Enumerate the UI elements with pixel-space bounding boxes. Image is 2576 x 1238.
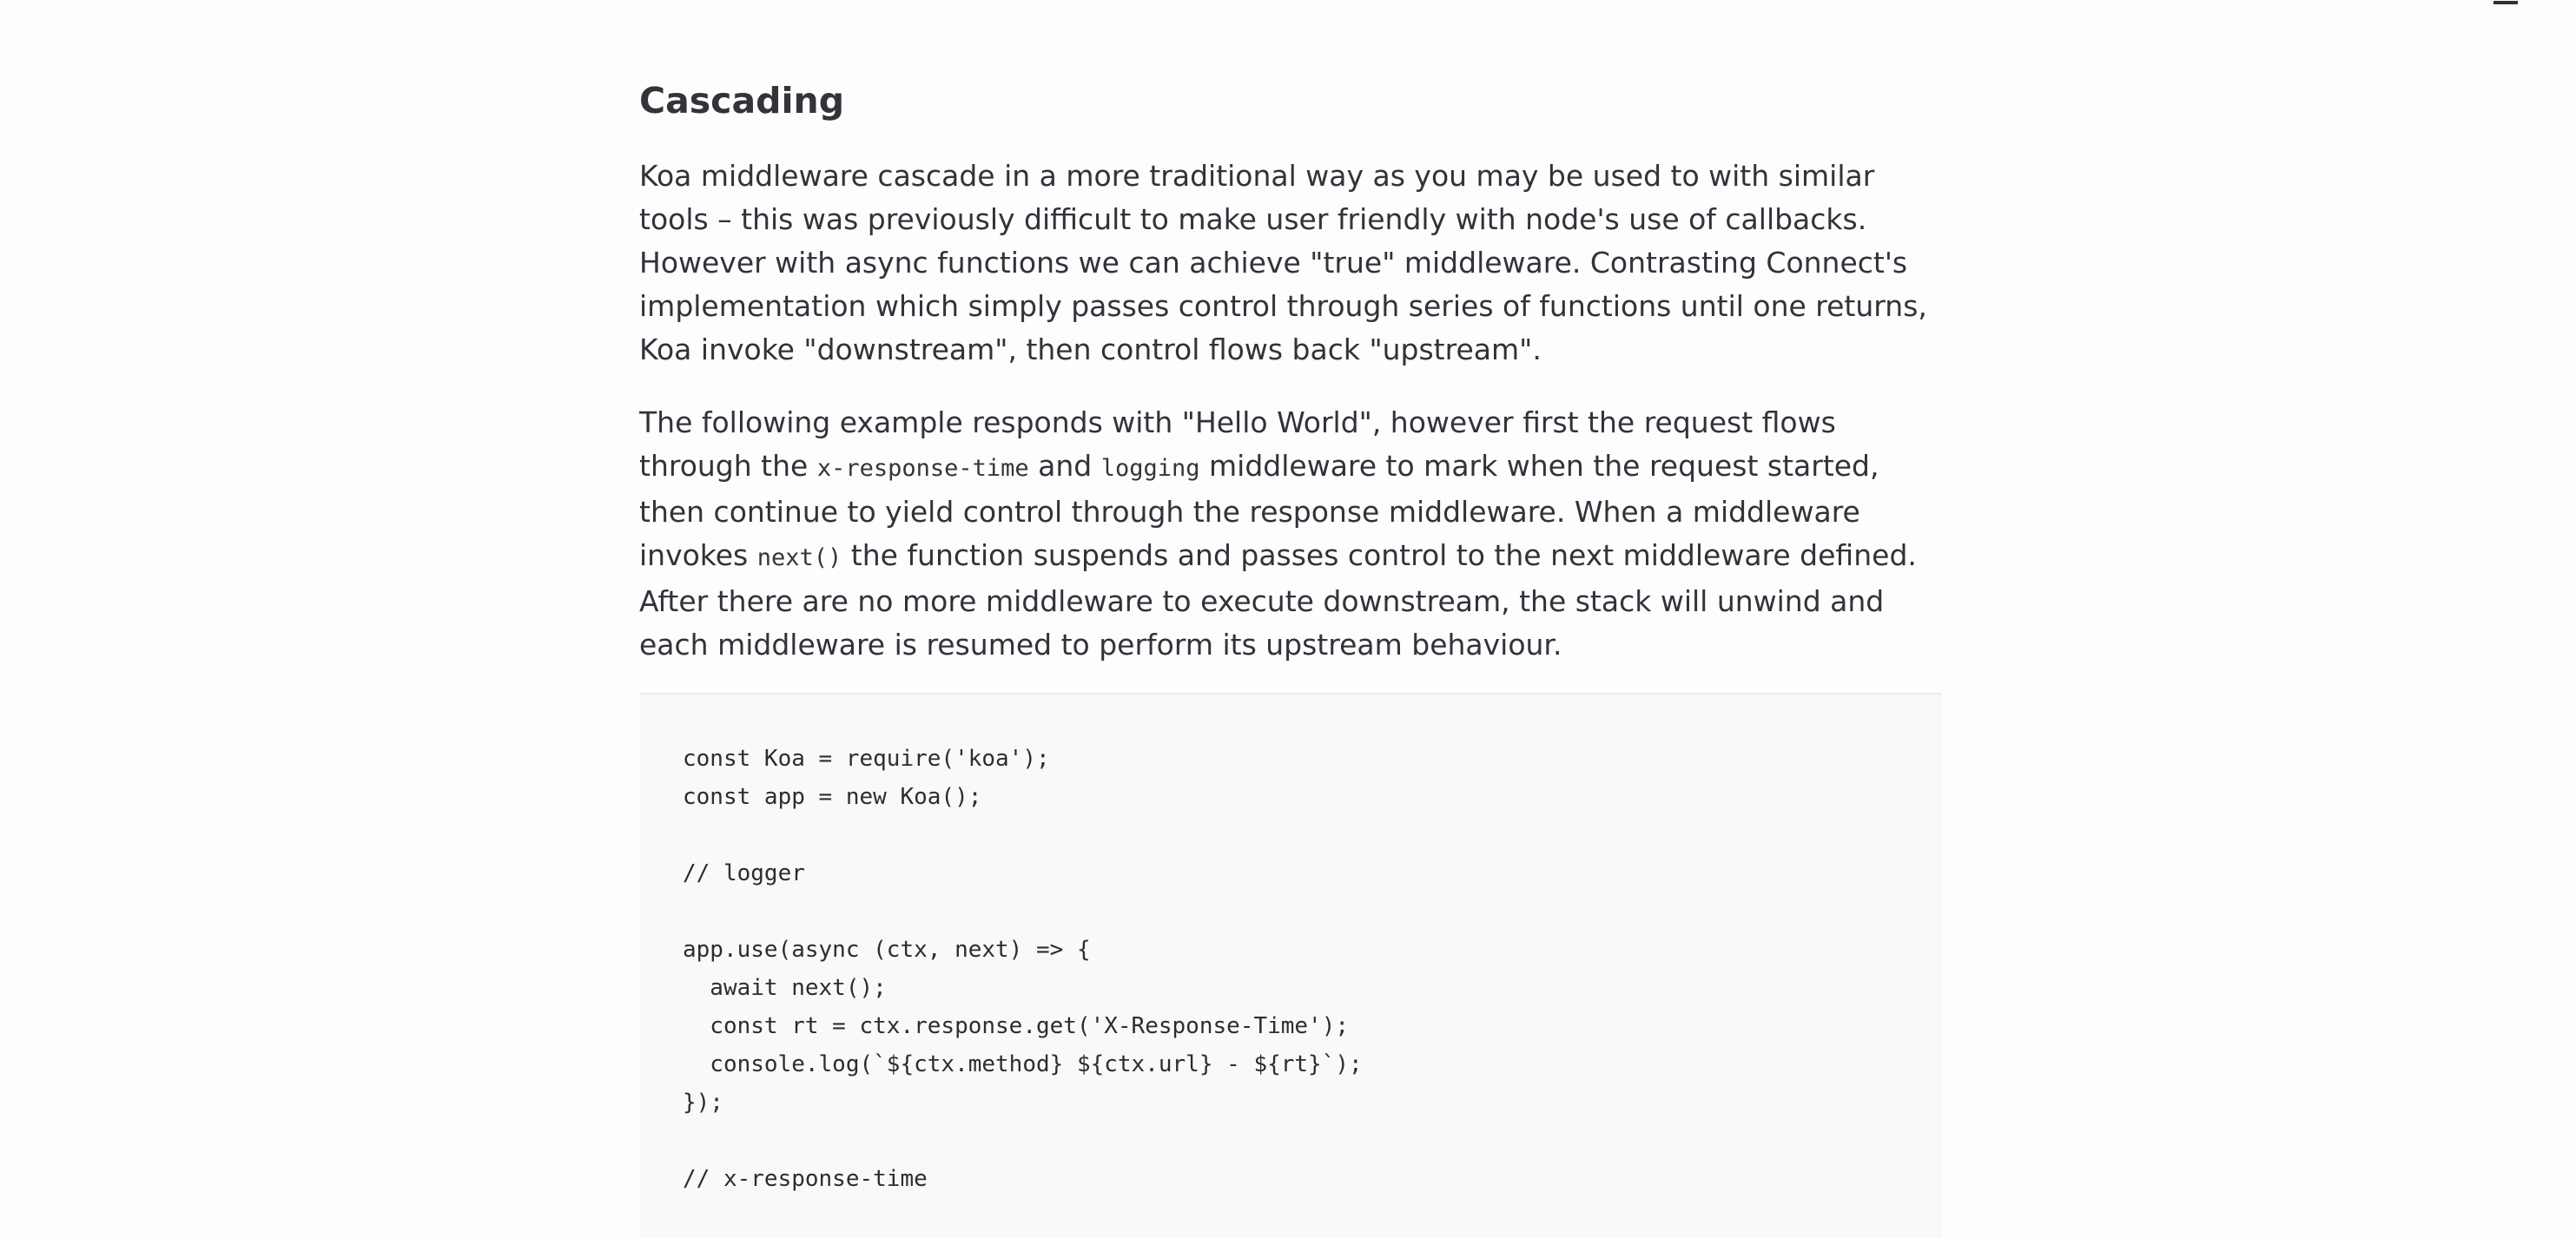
code-block [639, 695, 1942, 1238]
code-line [683, 892, 1363, 931]
paragraph-line: However with async functions we can achieve "true" middleware. Contrasting Connect's [639, 246, 1908, 280]
text-fragment: the function suspends and passes control to the next middleware defined. [842, 538, 1917, 572]
paragraph-line: After there are no more middleware to execute downstream, the stack will unwind and [639, 584, 1885, 618]
code-line [683, 1122, 1363, 1160]
paragraph-line: Koa invoke "downstream", then control flows back "upstream". [639, 333, 1542, 366]
paragraph-line: The following example responds with "Hello World", however first the request flows [639, 405, 1836, 439]
paragraph-line [639, 534, 1942, 580]
text-fragment: invokes [639, 538, 757, 572]
code-line: }); [683, 1090, 723, 1116]
paragraph-cascading-intro [639, 155, 1942, 372]
code-line: console.log(`${ctx.method} ${ctx.url} - ${rt}`); [683, 1051, 1363, 1077]
code-listing [683, 740, 1363, 1198]
menu-bar [2493, 1, 2518, 4]
code-line: app.use(async (ctx, next) => { [683, 937, 1091, 963]
code-line [683, 816, 1363, 854]
inline-code-x-response-time: x-response-time [816, 455, 1029, 482]
paragraph-line: Koa middleware cascade in a more traditional way as you may be used to with similar [639, 159, 1875, 193]
hamburger-menu-icon[interactable] [2491, 0, 2520, 12]
paragraph-line: each middleware is resumed to perform its upstream behaviour. [639, 628, 1562, 662]
paragraph-line [639, 444, 1942, 491]
paragraph-line: then continue to yield control through the response middleware. When a middleware [639, 495, 1860, 529]
inline-code-next: next() [756, 544, 842, 571]
code-line: const app = new Koa(); [683, 784, 982, 810]
paragraph-example-description [639, 401, 1942, 667]
code-line: const Koa = require('koa'); [683, 746, 1050, 772]
text-fragment: and [1028, 449, 1101, 483]
code-line: const rt = ctx.response.get('X-Response-Time'); [683, 1013, 1350, 1039]
paragraph-line: implementation which simply passes control through series of functions until one returns, [639, 289, 1927, 323]
text-fragment: through the [639, 449, 817, 483]
code-line: await next(); [683, 975, 887, 1001]
section-title: Cascading [639, 80, 845, 122]
paragraph-line: tools – this was previously difficult to make user friendly with node's use of callbacks. [639, 202, 1867, 236]
text-fragment: middleware to mark when the request started, [1199, 449, 1879, 483]
code-line: // x-response-time [683, 1166, 928, 1192]
inline-code-logging: logging [1100, 455, 1200, 482]
code-line: // logger [683, 860, 805, 886]
